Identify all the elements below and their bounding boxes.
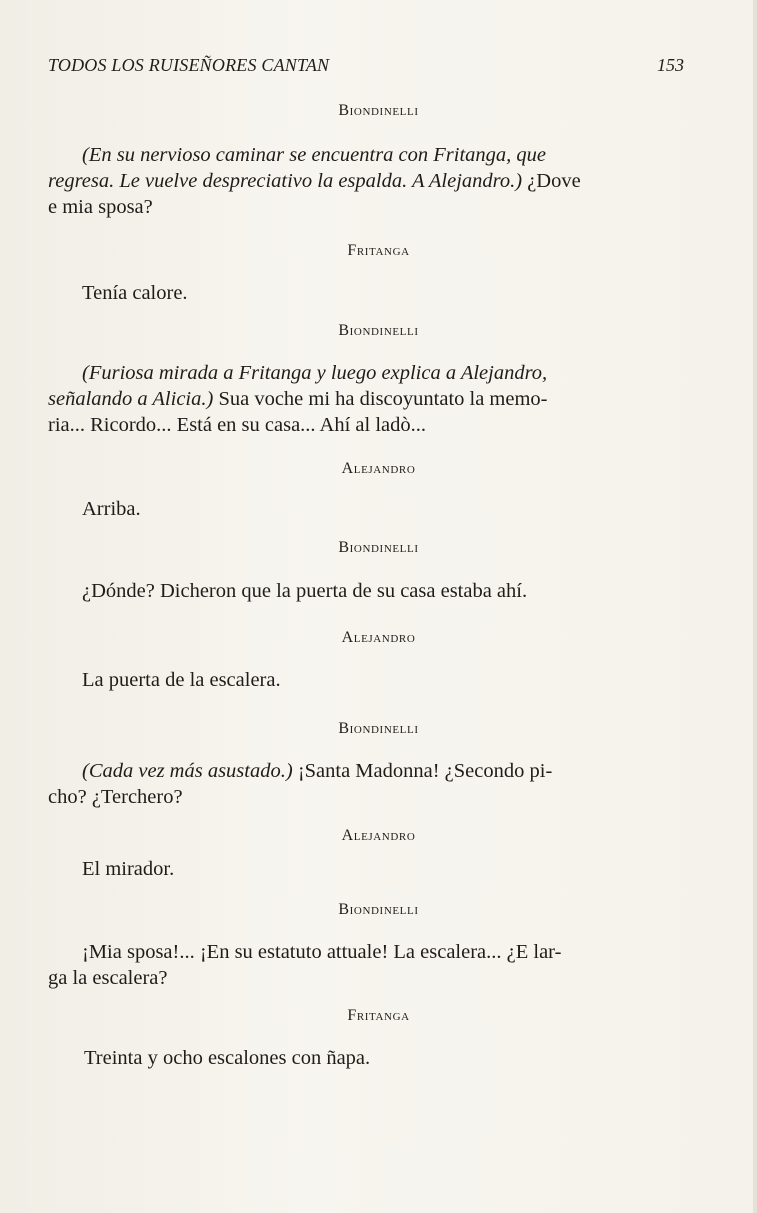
page-number: 153 [657,55,684,75]
speech-text: Arriba. [82,498,141,520]
speech-line [48,784,678,810]
speech-line [82,758,678,784]
speech-line [48,194,678,220]
speaker-name: Biondinelli [338,322,419,339]
speech-text: ria... Ricordo... Está en su casa... Ahí al ladò... [48,414,427,436]
speaker-name: Biondinelli [338,901,419,918]
stage-direction: (Furiosa mirada a Fritanga y luego explica a Alejandro, [82,362,548,384]
speech-line [82,360,678,386]
speech-text: El mirador. [82,858,175,880]
speech-text: Sua voche mi ha discoyuntato la memo- [213,388,548,410]
speaker-name: Fritanga [347,1007,410,1024]
speech-line [82,142,678,168]
speaker-name: Alejandro [341,827,416,844]
speech-line [48,965,678,991]
speech-text: Tenía calore. [82,282,188,304]
speech-text: ¿Dónde? Dicheron que la puerta de su casa estaba ahí. [82,580,528,602]
speech-line [84,1045,680,1071]
running-title: TODOS LOS RUISEÑORES CANTAN [48,55,330,75]
page-header [48,55,684,81]
stage-direction: señalando a Alicia.) [48,388,214,410]
speech-text: ¡Mia sposa!... ¡En su estatuto attuale! La escalera... ¿E lar- [82,941,562,963]
stage-direction: (Cada vez más asustado.) [82,760,293,782]
speaker-name: Alejandro [341,460,416,477]
speech-text: e mia sposa? [48,196,153,218]
speech-text: La puerta de la escalera. [82,669,281,691]
speaker-name: Fritanga [347,242,410,259]
speaker-name: Biondinelli [338,102,419,119]
speech-line [82,939,678,965]
speech-text: Treinta y ocho escalones con ñapa. [84,1047,371,1069]
speech-line [82,496,678,522]
speech-line [48,412,678,438]
speech-text: ¡Santa Madonna! ¿Secondo pi- [292,760,553,782]
stage-direction: (En su nervioso caminar se encuentra con Fritanga, que [82,144,547,166]
speech-line [48,386,678,412]
speaker-name: Biondinelli [338,539,419,556]
page-edge [753,0,757,1213]
speech-text: ga la escalera? [48,967,168,989]
speech-line [82,667,678,693]
speech-line [82,856,678,882]
speech-line [82,578,678,604]
speech-line [82,280,678,306]
speaker-name: Alejandro [341,629,416,646]
speech-line [48,168,678,194]
speaker-name: Biondinelli [338,720,419,737]
speech-text: cho? ¿Terchero? [48,786,183,808]
speech-text: ¿Dove [522,170,581,192]
stage-direction: regresa. Le vuelve despreciativo la espalda. A Alejandro.) [48,170,523,192]
